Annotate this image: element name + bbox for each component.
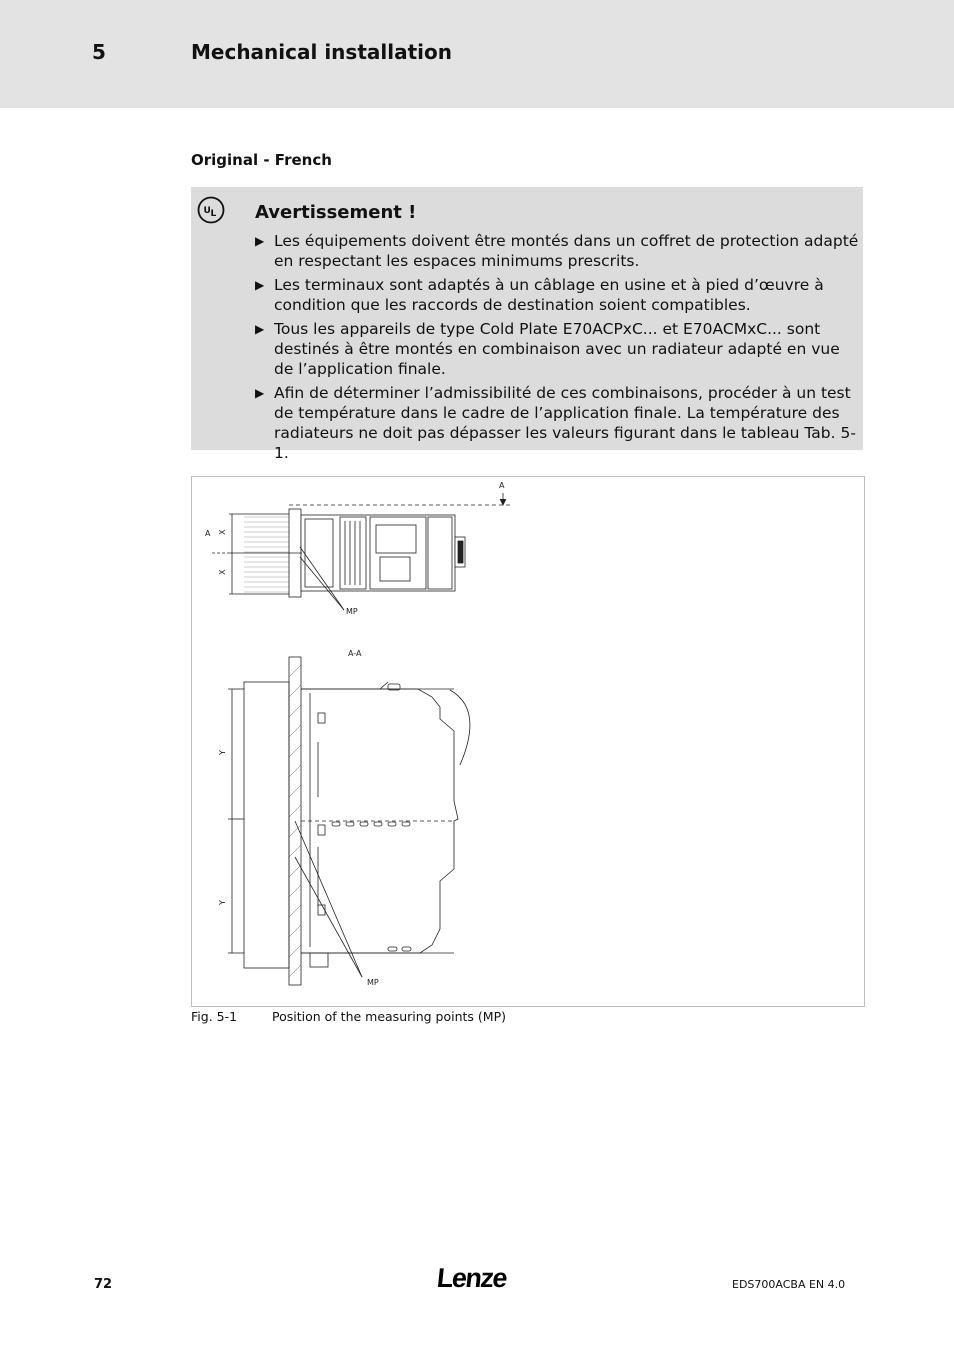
warning-item-text: Afin de déterminer l’admissibilité de ces combinaisons, procéder à un test de température dans le cadre de l’application finale. La température des radiateurs ne doit pas dépasser les valeurs figurant dans le tableau Tab. 5-1. xyxy=(274,384,856,462)
measuring-point-label-bottom: MP xyxy=(367,978,379,987)
warning-item-text: Tous les appareils de type Cold Plate E70ACPxC... et E70ACMxC... sont destinés à être montés en combinaison avec un radiateur adapté en vue de l’application finale. xyxy=(274,320,840,378)
chapter-number: 5 xyxy=(92,40,106,64)
section-marker-left: A xyxy=(205,529,211,538)
warning-title: Avertissement ! xyxy=(255,202,417,223)
bullet-arrow-icon: ▶ xyxy=(255,278,265,292)
bullet-arrow-icon: ▶ xyxy=(255,386,265,400)
warning-list xyxy=(255,231,859,467)
section-marker-top: A xyxy=(499,481,505,490)
lenze-logo: Lenze xyxy=(435,1263,508,1293)
bullet-arrow-icon: ▶ xyxy=(255,234,265,248)
chapter-header-band xyxy=(0,0,954,108)
warning-item xyxy=(255,319,859,379)
warning-item-text: Les terminaux sont adaptés à un câblage en usine et à pied d’œuvre à condition que les raccords de destination soient compatibles. xyxy=(274,276,824,314)
measuring-point-label-top: MP xyxy=(346,607,358,616)
bullet-arrow-icon: ▶ xyxy=(255,322,265,336)
dim-y-label-1: Y xyxy=(218,750,227,755)
section-view-label: A-A xyxy=(348,649,362,658)
section-view xyxy=(228,657,470,985)
svg-text:U: U xyxy=(203,206,211,216)
warning-item xyxy=(255,231,859,271)
warning-box xyxy=(191,187,863,462)
chapter-title: Mechanical installation xyxy=(191,40,452,64)
measuring-points-drawing xyxy=(192,477,864,1006)
figure-caption-text: Position of the measuring points (MP) xyxy=(272,1009,506,1024)
top-view xyxy=(212,493,510,610)
page-number: 72 xyxy=(94,1277,113,1292)
section-label: Original - French xyxy=(191,151,332,169)
dim-x-label-2: X xyxy=(218,569,227,575)
svg-text:L: L xyxy=(210,209,217,219)
document-id: EDS700ACBA EN 4.0 xyxy=(732,1278,846,1291)
figure-caption-number: Fig. 5-1 xyxy=(191,1009,238,1024)
warning-item xyxy=(255,383,859,463)
dim-y-label-2: Y xyxy=(218,900,227,905)
ul-certification-icon xyxy=(197,196,225,224)
warning-item-text: Les équipements doivent être montés dans un coffret de protection adapté en respectant les espaces minimums prescrits. xyxy=(274,232,859,270)
figure-frame xyxy=(191,476,865,1007)
dim-x-label-1: X xyxy=(218,529,227,535)
heatsink-fins xyxy=(244,517,290,592)
warning-item xyxy=(255,275,859,315)
